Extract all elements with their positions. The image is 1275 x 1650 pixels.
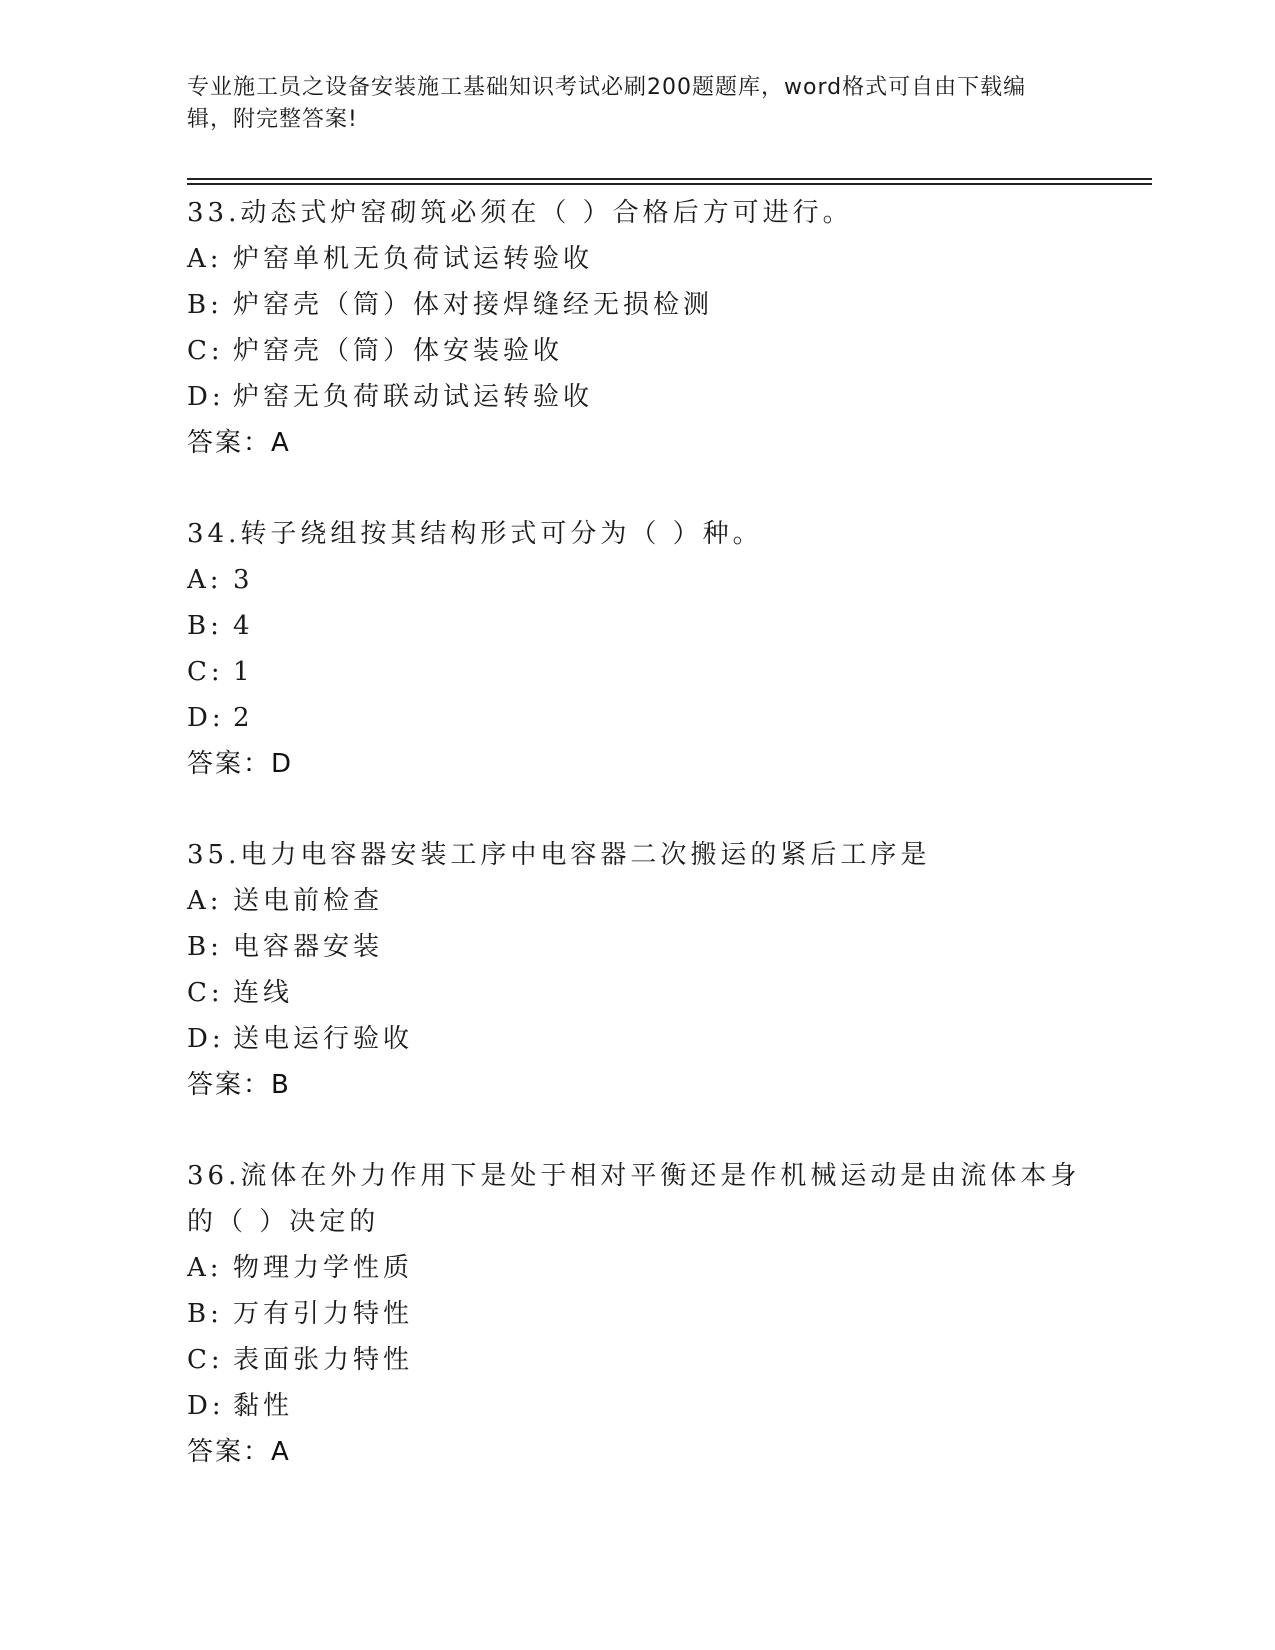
option-text: 表面张力特性: [233, 1345, 414, 1375]
option-text: 万有引力特性: [233, 1299, 414, 1329]
option-key: A:: [187, 886, 223, 916]
answer-label: 答案：B: [187, 1070, 291, 1100]
question-list: [187, 190, 1087, 1520]
option-c: [187, 328, 1087, 374]
option-text: 电容器安装: [233, 932, 384, 962]
option-key: D:: [187, 382, 225, 412]
option-key: B:: [187, 290, 223, 320]
option-text: 炉窑壳（筒）体对接焊缝经无损检测: [233, 290, 714, 320]
option-a: [187, 1245, 1087, 1291]
question-36: [187, 1153, 1087, 1475]
option-d: [187, 374, 1087, 420]
option-key: C:: [187, 1345, 224, 1375]
option-key: D:: [187, 1024, 225, 1054]
question-35: [187, 832, 1087, 1108]
answer-label: 答案：A: [187, 428, 291, 458]
option-d: [187, 1016, 1087, 1062]
header-divider-bottom: [187, 183, 1152, 185]
option-text: 炉窑无负荷联动试运转验收: [233, 382, 594, 412]
option-b: [187, 603, 1087, 649]
option-text: 1: [233, 657, 254, 687]
header-divider-top: [187, 178, 1152, 180]
option-b: [187, 282, 1087, 328]
option-key: C:: [187, 978, 224, 1008]
option-key: B:: [187, 611, 223, 641]
option-b: [187, 1291, 1087, 1337]
option-d: [187, 1383, 1087, 1429]
option-text: 2: [233, 703, 254, 733]
option-key: D:: [187, 703, 225, 733]
option-text: 物理力学性质: [233, 1253, 414, 1283]
option-key: A:: [187, 244, 223, 274]
option-key: B:: [187, 932, 223, 962]
option-a: [187, 236, 1087, 282]
option-key: A:: [187, 565, 223, 595]
option-text: 送电运行验收: [233, 1024, 414, 1054]
option-text: 4: [233, 611, 254, 641]
question-stem: 35.电力电容器安装工序中电容器二次搬运的紧后工序是: [187, 840, 931, 870]
option-a: [187, 557, 1087, 603]
document-header: 专业施工员之设备安装施工基础知识考试必刷200题题库，word格式可自由下载编辑，附完整答案!: [187, 75, 1027, 132]
option-text: 炉窑单机无负荷试运转验收: [233, 244, 594, 274]
option-text: 黏性: [233, 1391, 294, 1421]
option-text: 送电前检查: [233, 886, 384, 916]
question-33: [187, 190, 1087, 466]
option-a: [187, 878, 1087, 924]
answer-label: 答案：A: [187, 1437, 291, 1467]
question-stem: 33.动态式炉窑砌筑必须在（ ）合格后方可进行。: [187, 198, 853, 228]
option-b: [187, 924, 1087, 970]
option-text: 连线: [233, 978, 294, 1008]
option-key: B:: [187, 1299, 223, 1329]
option-c: [187, 649, 1087, 695]
option-key: D:: [187, 1391, 225, 1421]
question-stem: 34.转子绕组按其结构形式可分为（ ）种。: [187, 519, 763, 549]
question-34: [187, 511, 1087, 787]
option-key: A:: [187, 1253, 223, 1283]
answer-label: 答案：D: [187, 749, 294, 779]
option-c: [187, 1337, 1087, 1383]
option-key: C:: [187, 336, 224, 366]
option-text: 炉窑壳（筒）体安装验收: [233, 336, 564, 366]
option-key: C:: [187, 657, 224, 687]
question-stem: 36.流体在外力作用下是处于相对平衡还是作机械运动是由流体本身的（ ）决定的: [187, 1161, 1081, 1237]
option-c: [187, 970, 1087, 1016]
option-d: [187, 695, 1087, 741]
option-text: 3: [233, 565, 254, 595]
